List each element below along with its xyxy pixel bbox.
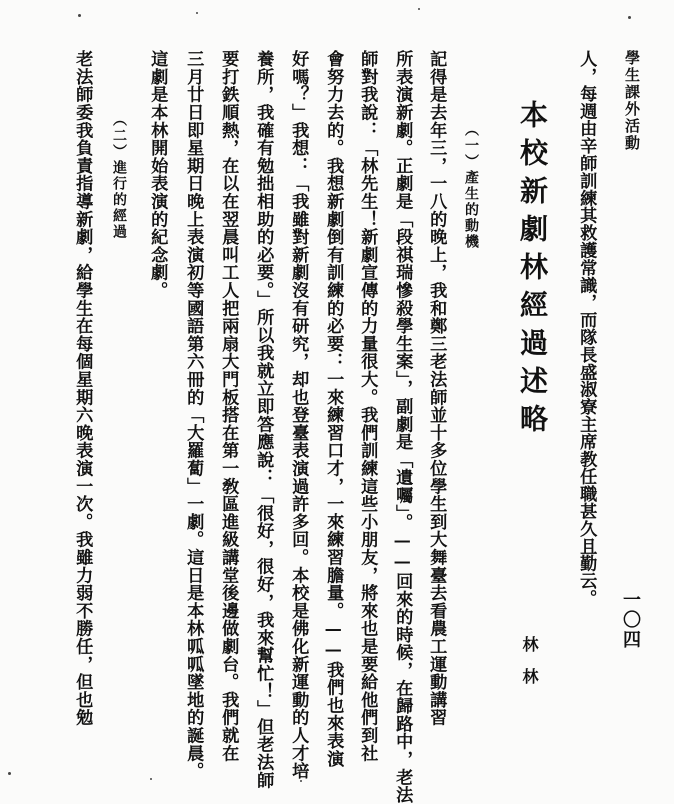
body-column: 要打鉄順熱，在以在翌晨叫工人把兩扇大門板搭在第一敎區進級講堂後邊做劇台。我們就在: [218, 50, 239, 762]
print-speck: [150, 778, 152, 780]
body-column: 所表演新劇。正劇是「段祺瑞慘殺學生案」，副劇是「遺囑」。——回來的時候，在歸路中，老法: [392, 50, 413, 804]
body-column: 這劇是本林開始表演的紀念劇。: [147, 50, 168, 300]
print-speck: [418, 8, 420, 10]
print-speck: [8, 772, 11, 775]
body-column: 記得是去年三，一八的晚上，我和鄭三老法師並十多位學生到大舞臺去看農工運動講習: [426, 50, 447, 727]
body-column: 好嗎？」我想：「我雖對新劇沒有研究，却也登臺表演過許多回。本校是佛化新運動的人才培: [288, 50, 309, 780]
section-heading: （二）進行的經過: [111, 112, 127, 240]
article-title: 本校新劇林經過述略: [516, 100, 549, 442]
body-column: 會努力去的。我想新劇倒有訓練的必要：一來練習口才，一來練習膽量。——我們也來表演: [323, 50, 344, 768]
section-heading: （一）產生的動機: [463, 122, 479, 250]
body-column: 養所，我確有勉拙相助的必要。」所以我就立即答應說：「很好，很好，我來幫忙！」但老法師: [253, 50, 274, 789]
body-column: 三月廿日即星期日晚上表演初等國語第六冊的「大羅蔔」一劇。這日是本林呱呱墜地的誕晨。: [183, 50, 204, 780]
print-speck: [196, 12, 198, 14]
page-number: 一〇四: [620, 590, 641, 650]
print-speck: [78, 14, 81, 17]
body-column: 老法師委我負責指導新劇，給學生在每個星期六晚表演一次。我雖力弱不勝任，但也勉: [72, 50, 93, 727]
print-speck: [628, 16, 631, 19]
body-column: 師對我說：「林先生！新劇宣傳的力量很大。我們訓練這些小朋友，將來也是要給他們到社: [357, 50, 378, 762]
carryover-line: 人，每週由辛師訓練其救護常識，而隊長盛淑寮主席教任職甚久且勤云。: [576, 50, 597, 607]
running-title: 學生課外活動: [623, 50, 641, 152]
article-author: 林林: [520, 636, 539, 700]
print-speck: [300, 780, 302, 782]
